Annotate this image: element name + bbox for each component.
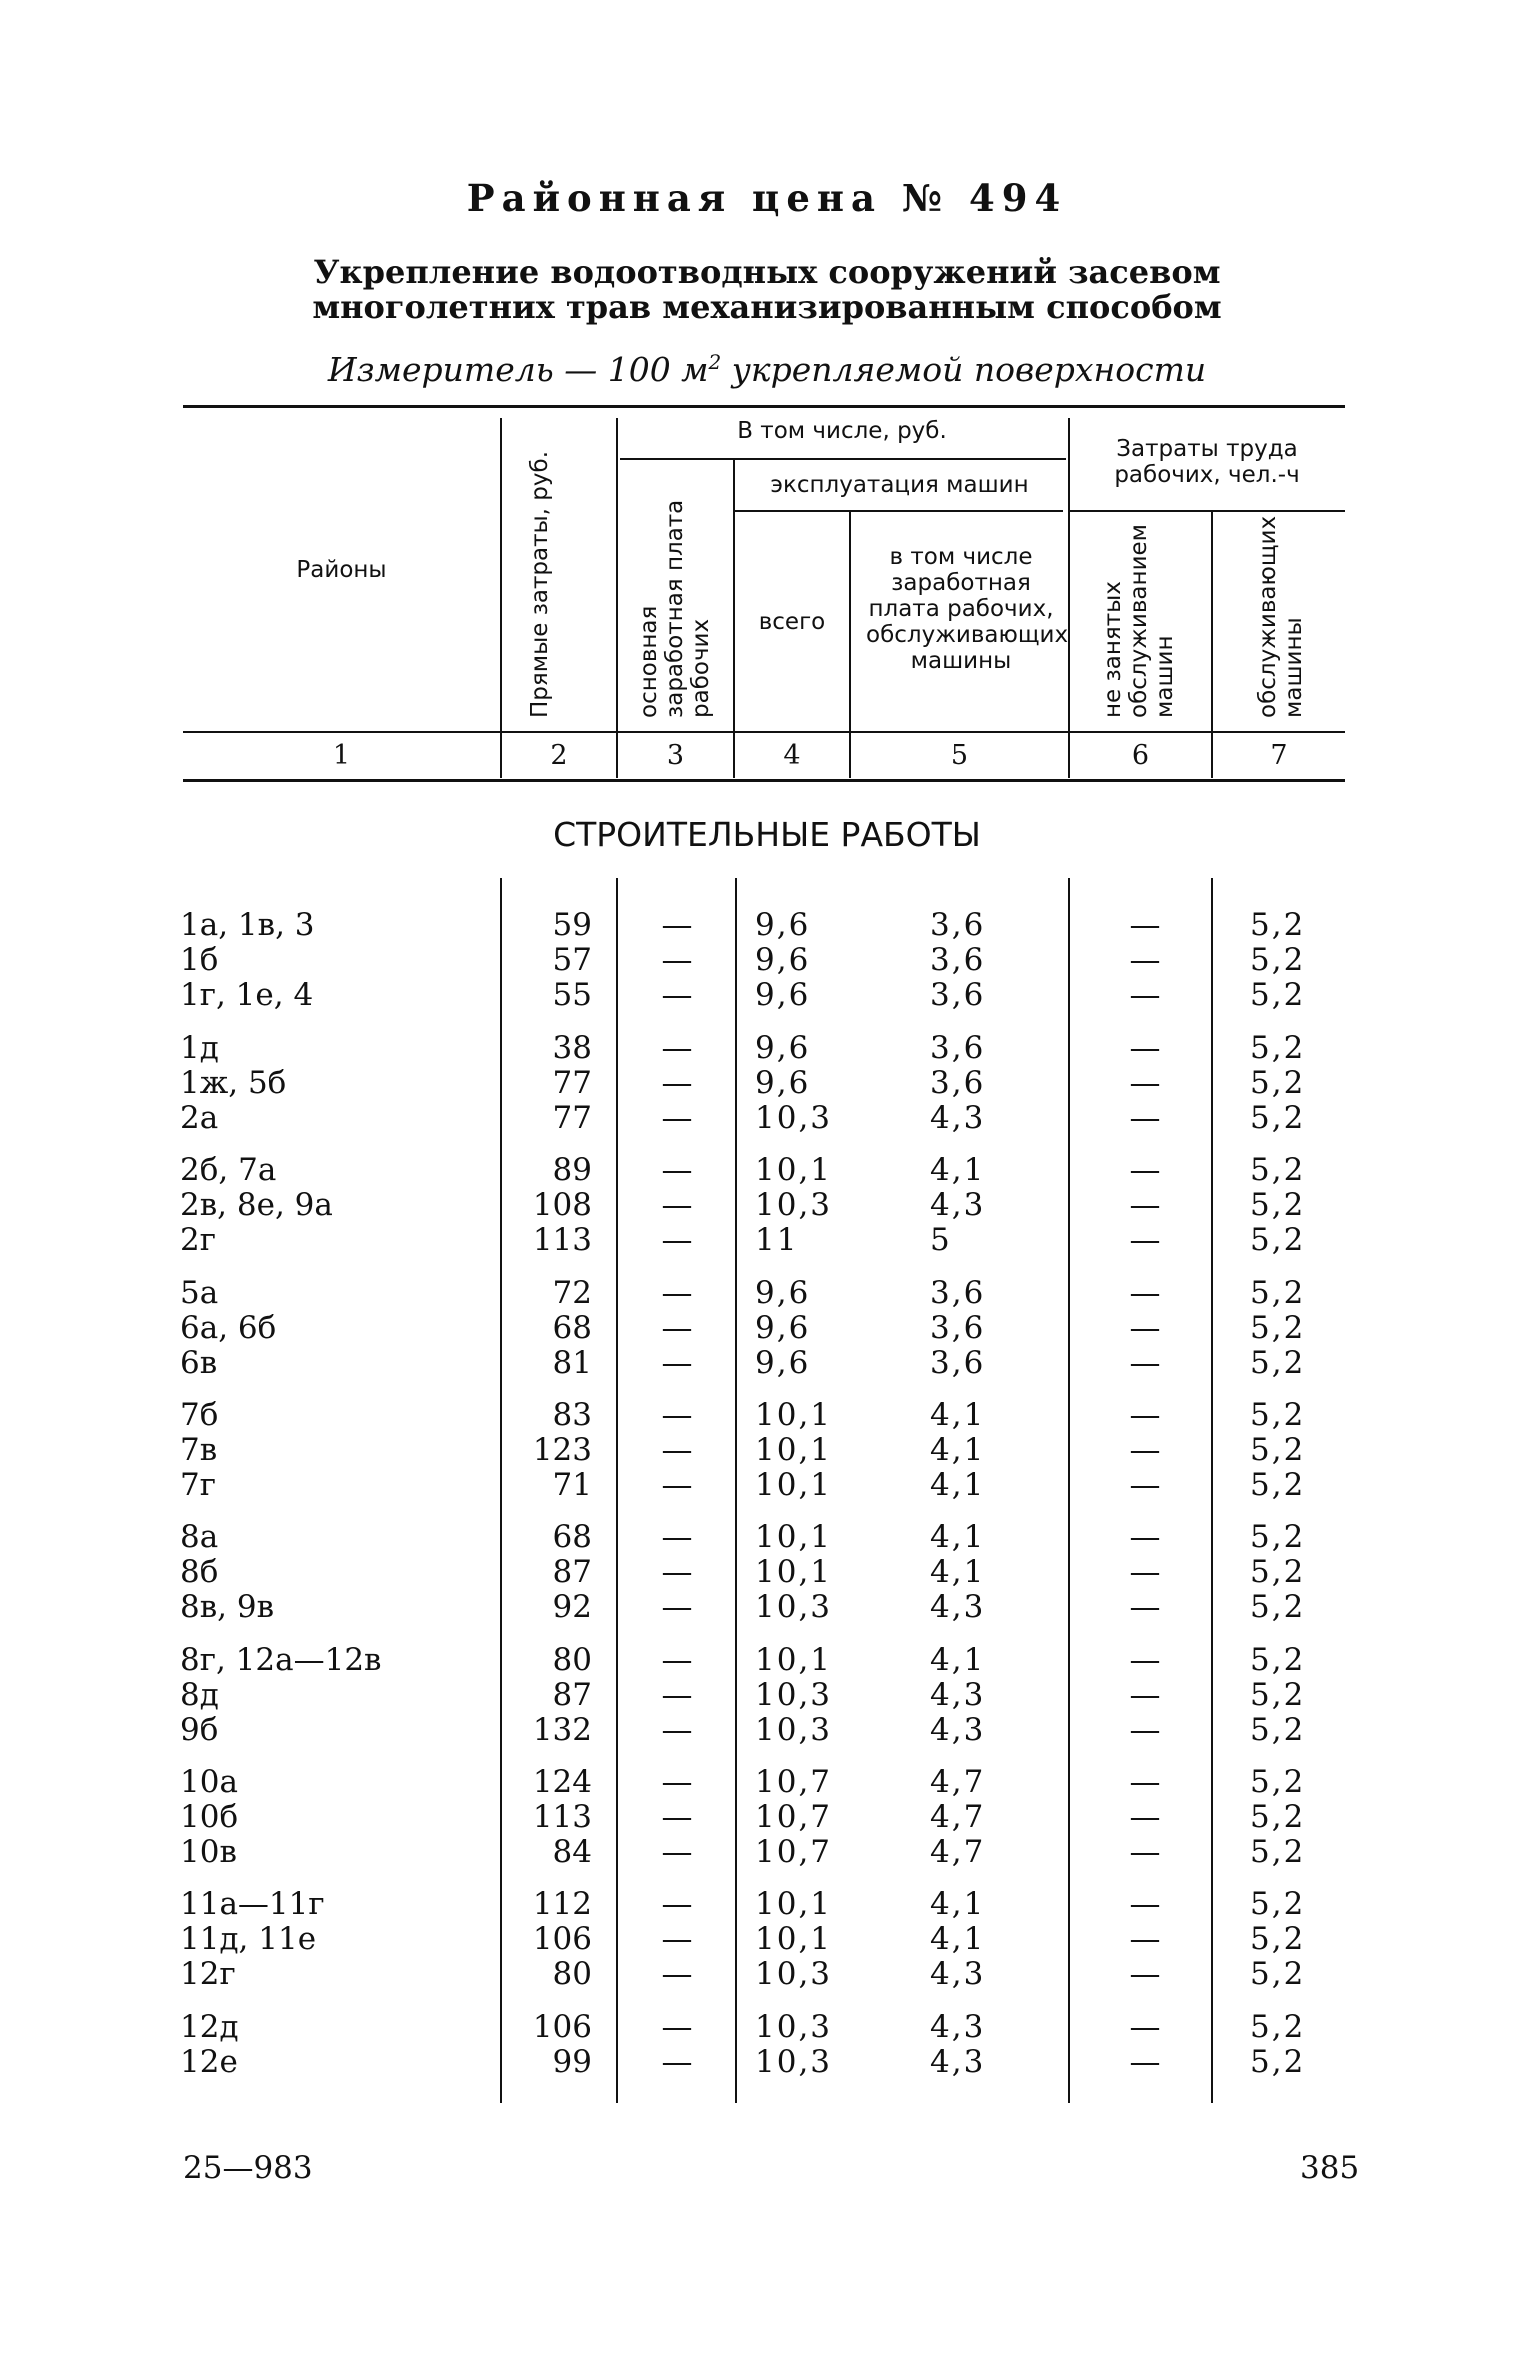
cell-base-wage: — [661, 1345, 693, 1381]
header-col1: Районы [296, 557, 387, 583]
cell-base-wage: — [661, 1152, 693, 1188]
body-divider-5 [1211, 878, 1213, 2103]
table-top-rule [183, 405, 1345, 408]
cell-machines-wage: 4,3 [930, 1677, 986, 1713]
cell-machines-total: 10,7 [755, 1764, 833, 1800]
cell-labor-non-machine: — [1129, 1152, 1161, 1188]
cell-direct-costs: 99 [552, 2044, 592, 2080]
cell-direct-costs: 112 [532, 1886, 592, 1922]
cell-region: 6в [180, 1345, 218, 1381]
cell-region: 8г, 12а—12в [180, 1642, 382, 1678]
cell-base-wage: — [661, 2044, 693, 2080]
cell-base-wage: — [661, 1222, 693, 1258]
cell-direct-costs: 113 [532, 1799, 592, 1835]
cell-machines-wage: 3,6 [930, 1275, 986, 1311]
cell-machines-total: 10,3 [755, 1100, 833, 1136]
cell-labor-machine: 5,2 [1250, 1397, 1306, 1433]
cell-labor-machine: 5,2 [1250, 1467, 1306, 1503]
cell-region: 12г [180, 1956, 236, 1992]
footer-signature: 25—983 [183, 2150, 313, 2186]
cell-labor-machine: 5,2 [1250, 942, 1306, 978]
cell-machines-total: 9,6 [755, 1275, 811, 1311]
cell-labor-machine: 5,2 [1250, 1310, 1306, 1346]
cell-base-wage: — [661, 1956, 693, 1992]
cell-labor-machine: 5,2 [1250, 1152, 1306, 1188]
cell-region: 1ж, 5б [180, 1065, 287, 1101]
header-group-labor: Затраты труда рабочих, чел.-ч [1114, 436, 1300, 488]
cell-base-wage: — [661, 1886, 693, 1922]
cell-machines-total: 10,1 [755, 1397, 833, 1433]
cell-region: 11а—11г [180, 1886, 325, 1922]
rule-under-labor [1070, 510, 1345, 512]
cell-machines-total: 10,1 [755, 1642, 833, 1678]
cell-base-wage: — [661, 977, 693, 1013]
cell-labor-machine: 5,2 [1250, 1886, 1306, 1922]
cell-machines-wage: 3,6 [930, 977, 986, 1013]
column-number-6: 6 [1131, 740, 1150, 771]
cell-labor-non-machine: — [1129, 1921, 1161, 1957]
cell-machines-wage: 4,7 [930, 1834, 986, 1870]
cell-machines-wage: 3,6 [930, 1345, 986, 1381]
cell-machines-total: 11 [755, 1222, 799, 1258]
cell-base-wage: — [661, 2009, 693, 2045]
cell-machines-total: 10,1 [755, 1519, 833, 1555]
cell-base-wage: — [661, 1799, 693, 1835]
page-number: 385 [1300, 2150, 1360, 2186]
header-divider-5 [1068, 418, 1070, 778]
rule-under-incl [620, 458, 1066, 460]
cell-labor-non-machine: — [1129, 1397, 1161, 1433]
cell-direct-costs: 81 [552, 1345, 592, 1381]
cell-labor-machine: 5,2 [1250, 1100, 1306, 1136]
section-title: СТРОИТЕЛЬНЫЕ РАБОТЫ [553, 815, 981, 854]
cell-region: 11д, 11е [180, 1921, 317, 1957]
cell-direct-costs: 87 [552, 1677, 592, 1713]
cell-base-wage: — [661, 1310, 693, 1346]
cell-machines-total: 10,3 [755, 1956, 833, 1992]
cell-direct-costs: 83 [552, 1397, 592, 1433]
cell-machines-wage: 4,1 [930, 1886, 986, 1922]
cell-direct-costs: 59 [552, 907, 592, 943]
cell-direct-costs: 38 [552, 1030, 592, 1066]
cell-machines-total: 9,6 [755, 907, 811, 943]
cell-region: 7г [180, 1467, 216, 1503]
cell-base-wage: — [661, 1554, 693, 1590]
header-col6: не занятых обслуживанием машин [1100, 523, 1178, 718]
cell-labor-non-machine: — [1129, 1310, 1161, 1346]
cell-machines-total: 9,6 [755, 1030, 811, 1066]
cell-labor-non-machine: — [1129, 1222, 1161, 1258]
cell-labor-machine: 5,2 [1250, 2044, 1306, 2080]
header-divider-6 [1211, 512, 1213, 778]
cell-base-wage: — [661, 1432, 693, 1468]
cell-direct-costs: 80 [552, 1956, 592, 1992]
cell-machines-wage: 3,6 [930, 1030, 986, 1066]
header-bottom-rule [183, 731, 1345, 733]
cell-labor-non-machine: — [1129, 1345, 1161, 1381]
cell-labor-machine: 5,2 [1250, 1834, 1306, 1870]
cell-labor-machine: 5,2 [1250, 2009, 1306, 2045]
page-title: Районная цена № 494 [466, 176, 1068, 220]
rule-under-exploit [735, 510, 1063, 512]
cell-machines-total: 9,6 [755, 977, 811, 1013]
header-col3: основная заработная плата рабочих [636, 499, 714, 718]
header-col2: Прямые затраты, руб. [527, 450, 553, 718]
cell-machines-wage: 3,6 [930, 1065, 986, 1101]
cell-machines-total: 10,3 [755, 2044, 833, 2080]
cell-direct-costs: 123 [532, 1432, 592, 1468]
measure-suffix: укрепляемой поверхности [721, 350, 1207, 389]
cell-region: 1б [180, 942, 219, 978]
cell-region: 1д [180, 1030, 219, 1066]
cell-region: 1а, 1в, 3 [180, 907, 315, 943]
cell-region: 10в [180, 1834, 237, 1870]
subtitle-line-2: многолетних трав механизированным способом [312, 288, 1222, 326]
cell-labor-machine: 5,2 [1250, 1956, 1306, 1992]
cell-labor-non-machine: — [1129, 907, 1161, 943]
cell-labor-non-machine: — [1129, 1799, 1161, 1835]
cell-region: 10а [180, 1764, 238, 1800]
cell-machines-total: 10,7 [755, 1799, 833, 1835]
cell-machines-wage: 4,1 [930, 1467, 986, 1503]
cell-labor-non-machine: — [1129, 1519, 1161, 1555]
cell-labor-machine: 5,2 [1250, 1677, 1306, 1713]
cell-machines-wage: 4,3 [930, 1187, 986, 1223]
cell-region: 7в [180, 1432, 218, 1468]
cell-machines-total: 10,1 [755, 1554, 833, 1590]
column-number-7: 7 [1270, 740, 1288, 771]
cell-labor-machine: 5,2 [1250, 907, 1306, 943]
cell-machines-wage: 4,3 [930, 1589, 986, 1625]
cell-labor-non-machine: — [1129, 1554, 1161, 1590]
cell-machines-total: 9,6 [755, 1065, 811, 1101]
cell-direct-costs: 77 [552, 1065, 592, 1101]
cell-labor-machine: 5,2 [1250, 1222, 1306, 1258]
cell-direct-costs: 106 [532, 2009, 592, 2045]
cell-direct-costs: 132 [532, 1712, 592, 1748]
cell-labor-machine: 5,2 [1250, 1187, 1306, 1223]
cell-labor-non-machine: — [1129, 1187, 1161, 1223]
cell-region: 6а, 6б [180, 1310, 277, 1346]
column-numbers-rule [183, 779, 1345, 782]
cell-machines-total: 10,7 [755, 1834, 833, 1870]
cell-base-wage: — [661, 1677, 693, 1713]
measure-prefix: Измеритель — 100 м [327, 350, 709, 389]
cell-direct-costs: 68 [552, 1519, 592, 1555]
cell-labor-non-machine: — [1129, 1956, 1161, 1992]
cell-labor-machine: 5,2 [1250, 1030, 1306, 1066]
cell-base-wage: — [661, 1921, 693, 1957]
cell-labor-machine: 5,2 [1250, 1799, 1306, 1835]
cell-machines-wage: 3,6 [930, 942, 986, 978]
cell-machines-total: 9,6 [755, 1310, 811, 1346]
cell-machines-wage: 3,6 [930, 907, 986, 943]
header-divider-4 [849, 512, 851, 778]
cell-labor-machine: 5,2 [1250, 1065, 1306, 1101]
cell-machines-wage: 4,1 [930, 1921, 986, 1957]
cell-direct-costs: 84 [552, 1834, 592, 1870]
cell-labor-machine: 5,2 [1250, 1921, 1306, 1957]
cell-region: 9б [180, 1712, 219, 1748]
cell-base-wage: — [661, 1519, 693, 1555]
cell-machines-total: 10,3 [755, 1677, 833, 1713]
cell-region: 5а [180, 1275, 219, 1311]
cell-base-wage: — [661, 1712, 693, 1748]
cell-labor-non-machine: — [1129, 1834, 1161, 1870]
cell-region: 12д [180, 2009, 239, 2045]
cell-labor-non-machine: — [1129, 1677, 1161, 1713]
cell-labor-non-machine: — [1129, 1886, 1161, 1922]
cell-direct-costs: 80 [552, 1642, 592, 1678]
cell-direct-costs: 92 [552, 1589, 592, 1625]
cell-region: 1г, 1е, 4 [180, 977, 314, 1013]
cell-direct-costs: 72 [552, 1275, 592, 1311]
cell-machines-wage: 4,1 [930, 1397, 986, 1433]
cell-direct-costs: 71 [552, 1467, 592, 1503]
cell-machines-wage: 4,7 [930, 1764, 986, 1800]
cell-base-wage: — [661, 1764, 693, 1800]
cell-direct-costs: 57 [552, 942, 592, 978]
cell-machines-total: 10,3 [755, 1187, 833, 1223]
cell-direct-costs: 77 [552, 1100, 592, 1136]
cell-region: 2а [180, 1100, 219, 1136]
header-col5: в том числе заработная плата рабочих, обслуживающих машины [866, 544, 1069, 674]
cell-labor-non-machine: — [1129, 1589, 1161, 1625]
cell-base-wage: — [661, 1589, 693, 1625]
cell-machines-wage: 4,1 [930, 1432, 986, 1468]
cell-labor-machine: 5,2 [1250, 1712, 1306, 1748]
cell-labor-machine: 5,2 [1250, 1345, 1306, 1381]
cell-base-wage: — [661, 1065, 693, 1101]
cell-machines-wage: 4,1 [930, 1554, 986, 1590]
cell-region: 8б [180, 1554, 219, 1590]
cell-region: 12е [180, 2044, 238, 2080]
cell-base-wage: — [661, 1187, 693, 1223]
cell-region: 7б [180, 1397, 219, 1433]
header-divider-1 [500, 418, 502, 778]
cell-base-wage: — [661, 942, 693, 978]
cell-base-wage: — [661, 1397, 693, 1433]
cell-labor-non-machine: — [1129, 1467, 1161, 1503]
cell-labor-non-machine: — [1129, 2044, 1161, 2080]
cell-direct-costs: 113 [532, 1222, 592, 1258]
cell-base-wage: — [661, 1100, 693, 1136]
cell-labor-non-machine: — [1129, 1030, 1161, 1066]
cell-machines-wage: 4,1 [930, 1152, 986, 1188]
header-group-exploit: эксплуатация машин [770, 472, 1029, 498]
cell-labor-non-machine: — [1129, 1100, 1161, 1136]
header-col4: всего [758, 609, 826, 635]
cell-region: 2в, 8е, 9а [180, 1187, 333, 1223]
cell-machines-total: 10,3 [755, 2009, 833, 2045]
cell-machines-wage: 4,1 [930, 1642, 986, 1678]
column-number-3: 3 [666, 740, 685, 771]
cell-labor-machine: 5,2 [1250, 1432, 1306, 1468]
cell-machines-wage: 3,6 [930, 1310, 986, 1346]
cell-machines-total: 10,1 [755, 1886, 833, 1922]
cell-region: 10б [180, 1799, 239, 1835]
cell-machines-total: 10,1 [755, 1152, 833, 1188]
cell-machines-total: 9,6 [755, 1345, 811, 1381]
measure-superscript: 2 [708, 350, 722, 374]
cell-labor-non-machine: — [1129, 977, 1161, 1013]
cell-machines-total: 10,1 [755, 1921, 833, 1957]
cell-machines-wage: 4,3 [930, 1100, 986, 1136]
cell-base-wage: — [661, 907, 693, 943]
cell-labor-non-machine: — [1129, 2009, 1161, 2045]
cell-region: 2б, 7а [180, 1152, 277, 1188]
body-divider-4 [1068, 878, 1070, 2103]
cell-labor-machine: 5,2 [1250, 977, 1306, 1013]
cell-machines-total: 10,3 [755, 1712, 833, 1748]
cell-base-wage: — [661, 1030, 693, 1066]
cell-region: 8а [180, 1519, 219, 1555]
cell-labor-machine: 5,2 [1250, 1554, 1306, 1590]
column-number-1: 1 [332, 740, 351, 771]
cell-machines-wage: 4,7 [930, 1799, 986, 1835]
cell-region: 8д [180, 1677, 219, 1713]
cell-region: 8в, 9в [180, 1589, 275, 1625]
cell-direct-costs: 108 [532, 1187, 592, 1223]
column-number-2: 2 [550, 740, 568, 771]
cell-base-wage: — [661, 1275, 693, 1311]
header-col7: обслуживающих машины [1255, 515, 1307, 718]
cell-labor-non-machine: — [1129, 1065, 1161, 1101]
cell-labor-machine: 5,2 [1250, 1275, 1306, 1311]
cell-machines-wage: 5 [930, 1222, 952, 1258]
subtitle-line-1: Укрепление водоотводных сооружений засевом [313, 253, 1221, 291]
cell-labor-non-machine: — [1129, 1764, 1161, 1800]
cell-machines-wage: 4,3 [930, 2009, 986, 2045]
cell-direct-costs: 124 [532, 1764, 592, 1800]
header-divider-2 [616, 418, 618, 778]
cell-base-wage: — [661, 1834, 693, 1870]
cell-labor-non-machine: — [1129, 1432, 1161, 1468]
cell-machines-wage: 4,3 [930, 2044, 986, 2080]
cell-region: 2г [180, 1222, 216, 1258]
cell-base-wage: — [661, 1642, 693, 1678]
cell-machines-wage: 4,3 [930, 1956, 986, 1992]
cell-machines-wage: 4,3 [930, 1712, 986, 1748]
cell-direct-costs: 89 [552, 1152, 592, 1188]
cell-machines-total: 10,3 [755, 1589, 833, 1625]
cell-direct-costs: 68 [552, 1310, 592, 1346]
cell-direct-costs: 106 [532, 1921, 592, 1957]
cell-labor-non-machine: — [1129, 1712, 1161, 1748]
cell-direct-costs: 87 [552, 1554, 592, 1590]
cell-labor-non-machine: — [1129, 1275, 1161, 1311]
column-number-4: 4 [783, 740, 801, 771]
header-group-incl: В том числе, руб. [737, 418, 947, 444]
cell-labor-machine: 5,2 [1250, 1764, 1306, 1800]
cell-machines-wage: 4,1 [930, 1519, 986, 1555]
cell-base-wage: — [661, 1467, 693, 1503]
cell-labor-machine: 5,2 [1250, 1519, 1306, 1555]
cell-direct-costs: 55 [552, 977, 592, 1013]
cell-labor-non-machine: — [1129, 942, 1161, 978]
cell-labor-non-machine: — [1129, 1642, 1161, 1678]
column-number-5: 5 [950, 740, 969, 771]
cell-machines-total: 10,1 [755, 1432, 833, 1468]
cell-labor-machine: 5,2 [1250, 1589, 1306, 1625]
cell-labor-machine: 5,2 [1250, 1642, 1306, 1678]
cell-machines-total: 9,6 [755, 942, 811, 978]
cell-machines-total: 10,1 [755, 1467, 833, 1503]
measure-unit [0, 350, 1534, 389]
